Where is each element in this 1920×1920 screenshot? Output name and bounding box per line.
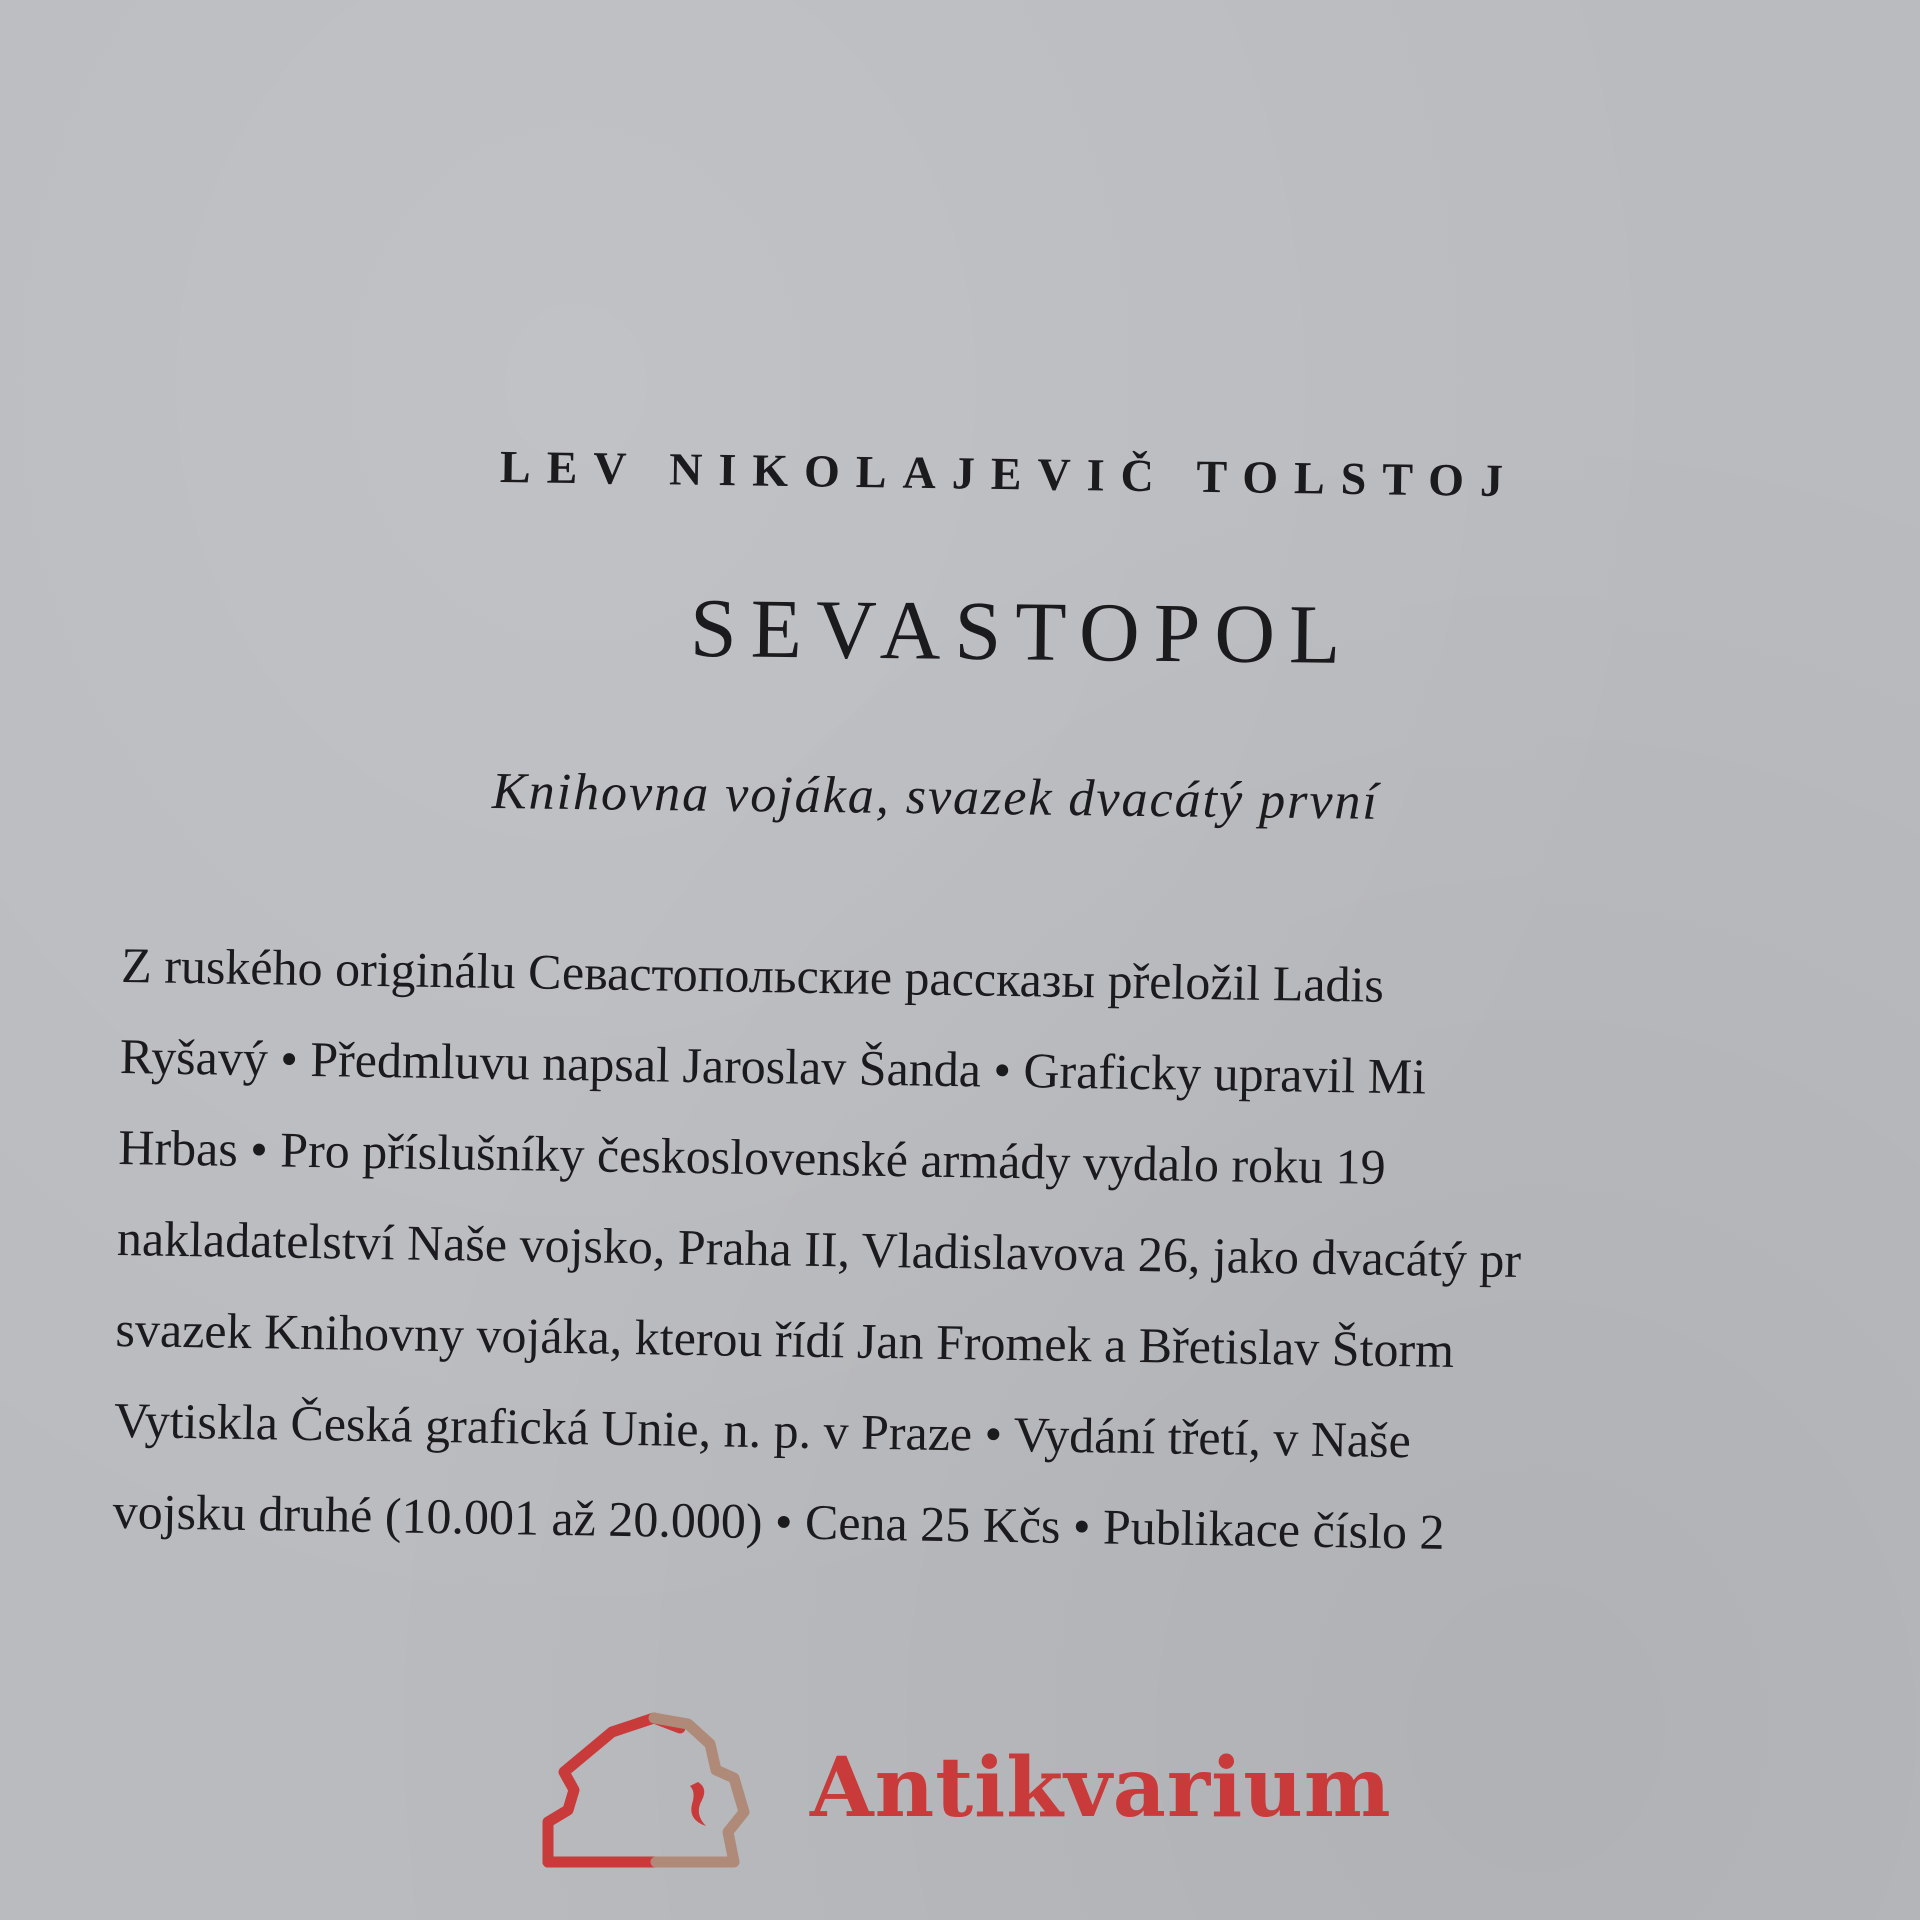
imprint-line: Vytiskla Česká grafická Unie, n. p. v Praze • Vydání třetí, v Naše [113,1391,1412,1469]
imprint-block [112,920,1920,1587]
book-title: SEVASTOPOL [689,582,1355,682]
antikvarium-wordmark: Antikvarium [810,1740,1392,1836]
imprint-line: Hrbas • Pro příslušníky československé armády vydalo roku 19 [117,1118,1387,1195]
author-name: LEV NIKOLAJEVIČ TOLSTOJ [499,441,1520,507]
imprint-line: Z ruského originálu Севастопольские рассказы přeložil Ladis [120,936,1385,1013]
imprint-line: Ryšavý • Předmluvu napsal Jaroslav Šanda • Graficky upravil Mi [119,1027,1427,1105]
imprint-line: nakladatelství Naše vojsko, Praha II, Vladislavova 26, jako dvacátý pr [116,1209,1522,1289]
imprint-line: svazek Knihovny vojáka, kterou řídí Jan Fromek a Břetislav Štorm [115,1300,1455,1378]
imprint-line: vojsku druhé (10.001 až 20.000) • Cena 25 Kčs • Publikace číslo 2 [112,1482,1445,1560]
series-line: Knihovna vojáka, svazek dvacátý první [491,763,1380,831]
antikvarium-watermark [538,1712,1458,1872]
antikvarium-logo-icon [538,1712,768,1872]
